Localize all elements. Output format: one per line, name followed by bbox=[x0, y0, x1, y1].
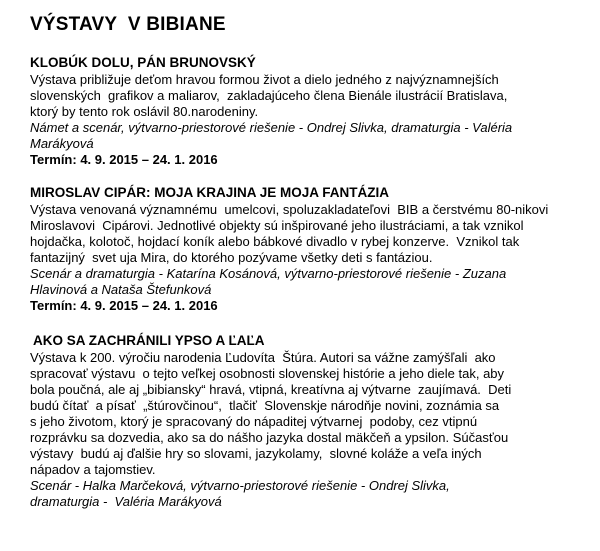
exhibition-ypso-lala bbox=[30, 332, 590, 510]
description-line: hojdačka, kolotoč, hojdací koník alebo bábkové divadlo v rybej konzerve. Vznikol tak bbox=[30, 234, 520, 249]
description-line: fantazijný svet uja Mira, do ktorého pozývame všetky deti s fantáziou. bbox=[30, 250, 433, 265]
description-line: s jeho životom, ktorý je spracovaný do nápaditej výtvarnej podoby, cez vtipnú bbox=[30, 414, 478, 429]
exhibition-brunovsky bbox=[30, 54, 590, 168]
description-line: spracovať výstavu o tejto veľkej osobnosti slovenskej histórie a jeho diele tak, aby bbox=[30, 366, 505, 381]
exhibition-term: Termín: 4. 9. 2015 – 24. 1. 2016 bbox=[30, 298, 218, 313]
description-line: slovenských grafikov a maliarov, zakladajúceho člena Bienále ilustrácií Bratislava, bbox=[30, 88, 508, 103]
description-line: bola poučná, ale aj „bibiansky“ hravá, vtipná, kreatívna aj výtvarne zaujímavá. Deti bbox=[30, 382, 512, 397]
page-title: VÝSTAVY V BIBIANE bbox=[30, 14, 226, 35]
credits-line: Scenár a dramaturgia - Katarína Kosánová, výtvarno-priestorové riešenie - Zuzana bbox=[30, 266, 507, 281]
description-line: Výstava približuje deťom hravou formou život a dielo jedného z najvýznamnejších bbox=[30, 72, 499, 87]
exhibition-description bbox=[30, 72, 590, 120]
exhibition-title: KLOBÚK DOLU, PÁN BRUNOVSKÝ bbox=[30, 55, 256, 70]
description-line: Miroslavovi Cipárovi. Jednotlivé objekty sú inšpirované jeho ilustráciami, a tak vznikol bbox=[30, 218, 524, 233]
description-line: Výstava venovaná významnému umelcovi, spoluzakladateľovi BIB a čerstvému 80-nikovi bbox=[30, 202, 549, 217]
description-line: Výstava k 200. výročiu narodenia Ľudovíta Štúra. Autori sa vážne zamýšľali ako bbox=[30, 350, 496, 365]
exhibition-description bbox=[30, 202, 590, 266]
description-line: ktorý by tento rok oslávil 80.narodeniny. bbox=[30, 104, 259, 119]
exhibition-credits bbox=[30, 120, 590, 152]
credits-line: Scenár - Halka Marčeková, výtvarno-priestorové riešenie - Ondrej Slivka, bbox=[30, 478, 450, 493]
exhibition-cipar bbox=[30, 184, 590, 314]
exhibition-description bbox=[30, 350, 590, 478]
credits-line: Námet a scenár, výtvarno-priestorové riešenie - Ondrej Slivka, dramaturgia - Valéria bbox=[30, 120, 513, 135]
description-line: rozprávku sa dozvedia, ako sa do nášho jazyka dostal mäkčeň a ypsilon. Súčasťou bbox=[30, 430, 509, 445]
exhibition-term: Termín: 4. 9. 2015 – 24. 1. 2016 bbox=[30, 152, 218, 167]
credits-line: Hlavinová a Nataša Štefunková bbox=[30, 282, 212, 297]
description-line: výstavy budú aj ďalšie hry so slovami, jazykolamy, slovné koláže a veľa iných bbox=[30, 446, 482, 461]
exhibition-credits bbox=[30, 266, 590, 298]
description-line: nápadov a tajomstiev. bbox=[30, 462, 156, 477]
credits-line: Marákyová bbox=[30, 136, 94, 151]
exhibition-credits bbox=[30, 478, 590, 510]
credits-line: dramaturgia - Valéria Marákyová bbox=[30, 494, 222, 509]
exhibition-title: AKO SA ZACHRÁNILI YPSO A ĽAĽA bbox=[33, 333, 265, 348]
exhibition-title: MIROSLAV CIPÁR: MOJA KRAJINA JE MOJA FANTÁZIA bbox=[30, 185, 390, 200]
description-line: budú čítať a písať „štúrovčinou“, tlačiť Slovenskje národňje novini, zoznámia sa bbox=[30, 398, 500, 413]
